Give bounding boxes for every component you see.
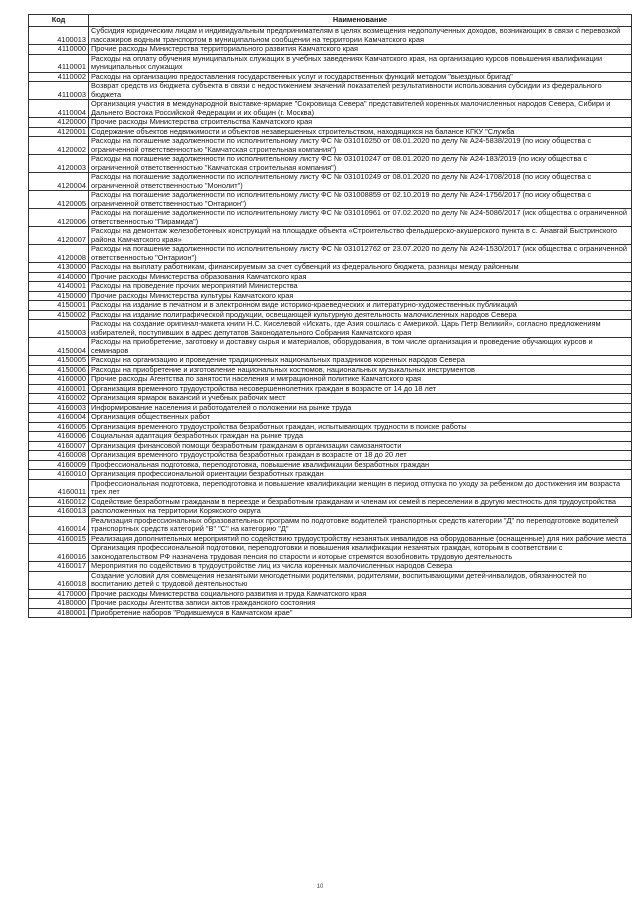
row-code: 4160004 <box>29 413 89 423</box>
page-number: 10 <box>316 884 324 890</box>
table-row <box>29 282 632 292</box>
row-code: 4160017 <box>29 562 89 572</box>
row-name: Организация временного трудоустройства безработных граждан в возрасте от 18 до 20 лет <box>89 451 632 461</box>
row-name: Организация ярмарок вакансий и учебных рабочих мест <box>89 394 632 404</box>
row-name: расположенных на территории Корякского округа <box>89 507 632 517</box>
row-code: 4160013 <box>29 507 89 517</box>
row-code: 4110001 <box>29 54 89 72</box>
table-row <box>29 54 632 72</box>
row-code: 4120004 <box>29 173 89 191</box>
row-name: Профессиональная подготовка, переподготовка, повышение квалификации безработных граждан <box>89 460 632 470</box>
row-name: Профессиональная подготовка, переподготовка и повышение квалификации женщин в период отпуска по уходу за ребенком до достижения им возраста трех лет <box>89 479 632 497</box>
row-name: Реализация дополнительных мероприятий по содействию трудоустройству незанятых инвалидов на оборудованные (оснащенные) для них рабочие места <box>89 534 632 544</box>
table-row <box>29 100 632 118</box>
table-row <box>29 155 632 173</box>
row-code: 4160012 <box>29 497 89 507</box>
table-row <box>29 470 632 480</box>
row-code: 4160001 <box>29 384 89 394</box>
row-code: 4160003 <box>29 403 89 413</box>
row-code: 4110000 <box>29 45 89 55</box>
row-name: Расходы на оплату обучения муниципальных служащих в учебных заведениях Камчатского края, на организацию курсов повышения квалификации муниципальных служащих <box>89 54 632 72</box>
row-name: Расходы на погашение задолженности по исполнительному листу ФС № 031008859 от 02.10.2019 по делу № А24-1756/2017 (по иску общества с ограниченной ответственностью "Онтарион") <box>89 191 632 209</box>
table-row <box>29 320 632 338</box>
table-row <box>29 82 632 100</box>
row-name: Расходы на погашение задолженности по исполнительному листу ФС № 031010250 от 08.01.2020 по делу № А24-5838/2019 (по иску общества с ограниченной ответственностью "Камчатская строительная компания") <box>89 137 632 155</box>
row-name: Расходы на создание оригинал-макета книги Н.С. Киселевой «Искать, где Азия сошлась с Америкой. Царь Петр Великий», согласно предложениям избирателей, поступивших в адрес депутатов Законодательного Собрания Камчатского края <box>89 320 632 338</box>
row-name: Прочие расходы Министерства строительства Камчатского края <box>89 118 632 128</box>
row-code: 4160010 <box>29 470 89 480</box>
row-code: 4160014 <box>29 516 89 534</box>
row-code: 4160007 <box>29 441 89 451</box>
table-row <box>29 507 632 517</box>
row-code: 4150005 <box>29 356 89 366</box>
row-name: Расходы на погашение задолженности по исполнительному листу ФС № 031012762 от 23.07.2020 по делу № А24-1530/2017 (иск общества с ограниченной ответственностью "Онтарион") <box>89 245 632 263</box>
column-header-code: Код <box>29 15 89 27</box>
row-code: 4100013 <box>29 27 89 45</box>
row-name: Социальная адаптация безработных граждан на рынке труда <box>89 432 632 442</box>
table-row <box>29 45 632 55</box>
table-row <box>29 191 632 209</box>
budget-codes-table <box>28 14 632 618</box>
row-name: Организация общественных работ <box>89 413 632 423</box>
row-name: Расходы на приобретение и изготовление национальных костюмов, национальных музыкальных инструментов <box>89 365 632 375</box>
row-code: 4120006 <box>29 209 89 227</box>
row-code: 4150002 <box>29 310 89 320</box>
row-name: Организация временного трудоустройства несовершеннолетних граждан в возрасте от 14 до 18 лет <box>89 384 632 394</box>
row-code: 4110002 <box>29 72 89 82</box>
table-row <box>29 137 632 155</box>
row-code: 4120000 <box>29 118 89 128</box>
row-code: 4110004 <box>29 100 89 118</box>
row-name: Расходы на выплату работникам, финансируемым за счет субвенций из федерального бюджета, разницы между районным <box>89 263 632 273</box>
row-code: 4160006 <box>29 432 89 442</box>
row-code: 4140001 <box>29 282 89 292</box>
row-name: Расходы на погашение задолженности по исполнительному листу ФС № 031010247 от 08.01.2020 по делу № А24-183/2019 (по иску общества с ограниченной ответственностью "Камчатская строительная компания") <box>89 155 632 173</box>
table-row <box>29 375 632 385</box>
row-code: 4180001 <box>29 608 89 618</box>
table-header-row <box>29 15 632 27</box>
row-code: 4160002 <box>29 394 89 404</box>
table-row <box>29 451 632 461</box>
row-code: 4140000 <box>29 272 89 282</box>
table-row <box>29 479 632 497</box>
table-row <box>29 599 632 609</box>
row-name: Прочие расходы Агентства по занятости населения и миграционной политике Камчатского края <box>89 375 632 385</box>
row-code: 4120005 <box>29 191 89 209</box>
row-name: Организация профессиональной подготовки, переподготовки и повышения квалификации незанятых граждан, которым в соответствии с законодательством РФ назначена трудовая пенсия по старости и которые стремятся возобновить трудовую деятельность <box>89 544 632 562</box>
row-code: 4150003 <box>29 320 89 338</box>
row-name: Субсидия юридическим лицам и индивидуальным предпринимателям в целях возмещения недополученных доходов, возникающих в связи с перевозкой пассажиров водным транспортом в муниципальном сообщении на территории Камчатского края <box>89 27 632 45</box>
row-name: Организация финансовой помощи безработным гражданам в организации самозанятости <box>89 441 632 451</box>
row-code: 4180000 <box>29 599 89 609</box>
table-row <box>29 562 632 572</box>
table-row <box>29 263 632 273</box>
row-code: 4160008 <box>29 451 89 461</box>
row-name: Расходы на издание полиграфической продукции, освещающей культурную деятельность малочисленных народов Севера <box>89 310 632 320</box>
table-row <box>29 356 632 366</box>
row-name: Содействие безработным гражданам в переезде и безработным гражданам и членам их семей в переселении в другую местность для трудоустройства <box>89 497 632 507</box>
row-code: 4170000 <box>29 589 89 599</box>
table-row <box>29 118 632 128</box>
row-code: 4160018 <box>29 571 89 589</box>
row-name: Организация временного трудоустройства безработных граждан, испытывающих трудности в поиске работы <box>89 422 632 432</box>
row-name: Приобретение наборов "Родившемуся в Камчатском крае" <box>89 608 632 618</box>
table-row <box>29 571 632 589</box>
row-code: 4130000 <box>29 263 89 273</box>
row-name: Организация участия в международной выставке-ярмарке "Сокровища Севера" представителей коренных малочисленных народов Севера, Сибири и Дальнего Востока Российской Федерации и их общин (г. Москва) <box>89 100 632 118</box>
row-name: Содержание объектов недвижимости и объектов незавершенных строительством, находящихся на балансе КГКУ "Служба <box>89 127 632 137</box>
row-code: 4160016 <box>29 544 89 562</box>
row-name: Расходы на проведение прочих мероприятий Министерства <box>89 282 632 292</box>
row-code: 4150004 <box>29 338 89 356</box>
row-code: 4160011 <box>29 479 89 497</box>
table-row <box>29 209 632 227</box>
table-row <box>29 544 632 562</box>
row-code: 4120007 <box>29 227 89 245</box>
row-name: Расходы на демонтаж железобетонных конструкций на площадке объекта «Строительство фельдшерско-акушерского пункта в с. Анавгай Быстринского района Камчатского края» <box>89 227 632 245</box>
table-body <box>29 27 632 618</box>
row-code: 4160015 <box>29 534 89 544</box>
row-code: 4120001 <box>29 127 89 137</box>
table-row <box>29 301 632 311</box>
table-row <box>29 245 632 263</box>
table-row <box>29 173 632 191</box>
table-row <box>29 413 632 423</box>
row-code: 4110003 <box>29 82 89 100</box>
column-header-name: Наименование <box>89 15 632 27</box>
row-code: 4160009 <box>29 460 89 470</box>
row-name: Прочие расходы Агентства записи актов гражданского состояния <box>89 599 632 609</box>
row-name: Организация профессиональной ориентации безработных граждан <box>89 470 632 480</box>
table-row <box>29 27 632 45</box>
row-code: 4120003 <box>29 155 89 173</box>
row-code: 4150001 <box>29 301 89 311</box>
row-name: Расходы на погашение задолженности по исполнительному листу ФС № 031010961 от 07.02.2020 по делу № А24-5086/2017 (иск общества с ограниченной ответственностью "Пирамида") <box>89 209 632 227</box>
row-code: 4120002 <box>29 137 89 155</box>
row-name: Прочие расходы Министерства социального развития и труда Камчатского края <box>89 589 632 599</box>
table-row <box>29 608 632 618</box>
table-row <box>29 516 632 534</box>
table-row <box>29 394 632 404</box>
row-code: 4160005 <box>29 422 89 432</box>
row-name: Расходы на погашение задолженности по исполнительному листу ФС № 031010249 от 08.01.2020 по делу № А24-1708/2018 (по иску общества с ограниченной ответственностью "Монолит") <box>89 173 632 191</box>
table-row <box>29 338 632 356</box>
row-name: Мероприятия по содействию в трудоустройстве лиц из числа коренных малочисленных народов Севера <box>89 562 632 572</box>
row-name: Прочие расходы Министерства культуры Камчатского края <box>89 291 632 301</box>
row-name: Создание условий для совмещения незанятыми многодетными родителями, родителями, воспитывающими детей-инвалидов, обязанностей по воспитанию детей с трудовой деятельностью <box>89 571 632 589</box>
row-name: Расходы на организацию предоставления государственных услуг и государственных функций методом "выездных бригад" <box>89 72 632 82</box>
row-name: Расходы на приобретение, заготовку и доставку сырья и материалов, оборудования, в том числе организация и проведение обучающих курсов и семинаров <box>89 338 632 356</box>
row-name: Расходы на издание в печатном и в электронном виде историко-краеведческих и литературно-художественных публикаций <box>89 301 632 311</box>
row-code: 4150000 <box>29 291 89 301</box>
row-name: Информирование населения и работодателей о положении на рынке труда <box>89 403 632 413</box>
row-name: Прочие расходы Министерства территориального развития Камчатского края <box>89 45 632 55</box>
row-name: Расходы на организацию и проведение традиционных национальных праздников коренных народов Севера <box>89 356 632 366</box>
row-code: 4120008 <box>29 245 89 263</box>
row-code: 4150006 <box>29 365 89 375</box>
row-name: Реализация профессиональных образовательных программ по подготовке водителей транспортных средств категории "Д" по переподготовке водителей транспортных средств категорий "В" "С" на категорию "Д" <box>89 516 632 534</box>
table-row <box>29 227 632 245</box>
row-name: Прочие расходы Министерства образования Камчатского края <box>89 272 632 282</box>
table-row <box>29 432 632 442</box>
document-sheet <box>28 14 632 618</box>
row-code: 4160000 <box>29 375 89 385</box>
row-name: Возврат средств из бюджета субъекта в связи с недостижением значений показателей результативности использования субсидии из федерального бюджета <box>89 82 632 100</box>
